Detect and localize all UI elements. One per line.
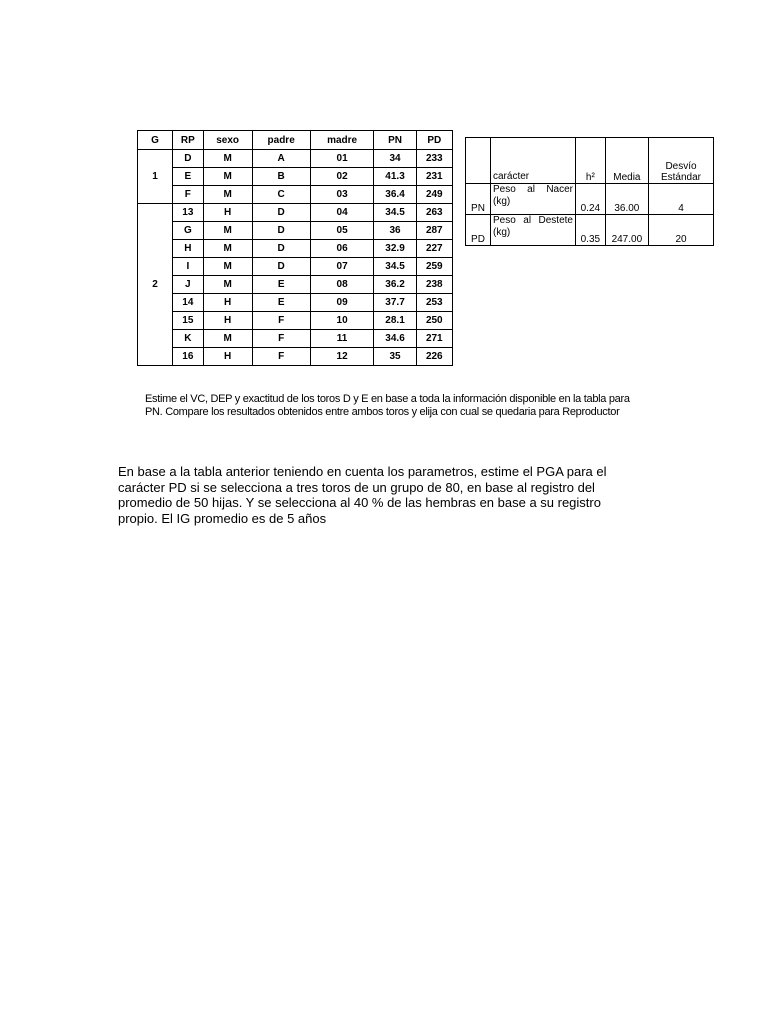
table-cell: 03 bbox=[310, 186, 374, 204]
table-cell: H bbox=[203, 204, 252, 222]
table-cell: E bbox=[252, 276, 310, 294]
param-header-desvio: Desvío Estándar bbox=[649, 138, 714, 184]
table-cell: 06 bbox=[310, 240, 374, 258]
data-header-cell: sexo bbox=[203, 131, 252, 150]
table-cell: 34.5 bbox=[374, 258, 416, 276]
question-2-text: En base a la tabla anterior teniendo en cuenta los parametros, estime el PGA para el carácter PD si se selecciona a tres toros de un grupo de 80, en base al registro del promedio de 50 hijas. Y se selecciona al 40 % de las hembras en base a su registro propio. El IG promedio es de 5 años bbox=[118, 464, 607, 526]
parameters-table bbox=[465, 137, 714, 246]
param-h2-cell: 0.35 bbox=[576, 215, 606, 246]
table-cell: I bbox=[173, 258, 204, 276]
table-cell: 36.4 bbox=[374, 186, 416, 204]
table-cell: 01 bbox=[310, 150, 374, 168]
table-cell: H bbox=[203, 294, 252, 312]
data-header-cell: PN bbox=[374, 131, 416, 150]
table-cell: M bbox=[203, 150, 252, 168]
param-media-cell: 247.00 bbox=[605, 215, 648, 246]
table-cell: F bbox=[173, 186, 204, 204]
table-cell: 16 bbox=[173, 348, 204, 366]
table-row bbox=[138, 168, 453, 186]
data-header-cell: padre bbox=[252, 131, 310, 150]
table-cell: 13 bbox=[173, 204, 204, 222]
table-cell: D bbox=[252, 258, 310, 276]
table-cell: 11 bbox=[310, 330, 374, 348]
table-row bbox=[138, 240, 453, 258]
table-cell: M bbox=[203, 186, 252, 204]
table-cell: H bbox=[203, 312, 252, 330]
table-cell: M bbox=[203, 240, 252, 258]
param-code-cell: PN bbox=[466, 184, 491, 215]
table-cell: E bbox=[173, 168, 204, 186]
data-table-body bbox=[138, 150, 453, 366]
param-header-code bbox=[466, 138, 491, 184]
group-cell: 1 bbox=[138, 150, 173, 204]
table-row bbox=[138, 186, 453, 204]
table-cell: F bbox=[252, 348, 310, 366]
table-cell: B bbox=[252, 168, 310, 186]
table-row bbox=[138, 294, 453, 312]
table-cell: 263 bbox=[416, 204, 452, 222]
question-1-text: Estime el VC, DEP y exactitud de los toros D y E en base a toda la información disponible en la tabla para PN. Compare los resultados obtenidos entre ambos toros y elija con cual se quedaria para Reproductor bbox=[145, 393, 630, 418]
param-code-cell: PD bbox=[466, 215, 491, 246]
table-cell: 226 bbox=[416, 348, 452, 366]
table-cell: 34.6 bbox=[374, 330, 416, 348]
table-row bbox=[138, 330, 453, 348]
table-cell: 233 bbox=[416, 150, 452, 168]
table-cell: 34 bbox=[374, 150, 416, 168]
table-cell: 37.7 bbox=[374, 294, 416, 312]
table-cell: E bbox=[252, 294, 310, 312]
table-cell: K bbox=[173, 330, 204, 348]
table-cell: 253 bbox=[416, 294, 452, 312]
table-cell: H bbox=[203, 348, 252, 366]
table-cell: D bbox=[252, 222, 310, 240]
table-cell: 04 bbox=[310, 204, 374, 222]
table-cell: 250 bbox=[416, 312, 452, 330]
table-row bbox=[138, 312, 453, 330]
data-header-cell: G bbox=[138, 131, 173, 150]
table-cell: 227 bbox=[416, 240, 452, 258]
param-table-header-row bbox=[466, 138, 714, 184]
table-cell: 32.9 bbox=[374, 240, 416, 258]
table-row bbox=[138, 348, 453, 366]
table-cell: 02 bbox=[310, 168, 374, 186]
data-header-cell: PD bbox=[416, 131, 452, 150]
param-header-caracter: carácter bbox=[491, 138, 576, 184]
table-cell: C bbox=[252, 186, 310, 204]
table-cell: M bbox=[203, 222, 252, 240]
param-header-media: Media bbox=[605, 138, 648, 184]
table-cell: 05 bbox=[310, 222, 374, 240]
table-cell: 08 bbox=[310, 276, 374, 294]
table-cell: 14 bbox=[173, 294, 204, 312]
table-cell: D bbox=[252, 240, 310, 258]
table-cell: 15 bbox=[173, 312, 204, 330]
table-cell: 35 bbox=[374, 348, 416, 366]
data-header-cell: madre bbox=[310, 131, 374, 150]
table-row bbox=[138, 222, 453, 240]
table-cell: J bbox=[173, 276, 204, 294]
data-header-cell: RP bbox=[173, 131, 204, 150]
table-cell: 36.2 bbox=[374, 276, 416, 294]
animal-data-table bbox=[137, 130, 453, 366]
param-h2-cell: 0.24 bbox=[576, 184, 606, 215]
table-cell: D bbox=[252, 204, 310, 222]
table-cell: M bbox=[203, 168, 252, 186]
table-row bbox=[138, 204, 453, 222]
table-cell: 28.1 bbox=[374, 312, 416, 330]
table-cell: 249 bbox=[416, 186, 452, 204]
param-media-cell: 36.00 bbox=[605, 184, 648, 215]
param-caracter-cell: Peso al Destete (kg) bbox=[491, 215, 576, 246]
param-header-h2: h² bbox=[576, 138, 606, 184]
table-cell: M bbox=[203, 276, 252, 294]
table-cell: M bbox=[203, 330, 252, 348]
table-cell: F bbox=[252, 312, 310, 330]
table-cell: 12 bbox=[310, 348, 374, 366]
table-cell: G bbox=[173, 222, 204, 240]
group-cell: 2 bbox=[138, 204, 173, 366]
table-cell: 271 bbox=[416, 330, 452, 348]
table-cell: 41.3 bbox=[374, 168, 416, 186]
table-cell: D bbox=[173, 150, 204, 168]
table-row bbox=[138, 258, 453, 276]
table-cell: 36 bbox=[374, 222, 416, 240]
table-row bbox=[138, 276, 453, 294]
param-row-pd bbox=[466, 215, 714, 246]
param-row-pn bbox=[466, 184, 714, 215]
table-cell: 287 bbox=[416, 222, 452, 240]
table-cell: 34.5 bbox=[374, 204, 416, 222]
table-cell: M bbox=[203, 258, 252, 276]
table-cell: H bbox=[173, 240, 204, 258]
table-row bbox=[138, 150, 453, 168]
table-cell: 09 bbox=[310, 294, 374, 312]
data-table-header-row bbox=[138, 131, 453, 150]
table-cell: A bbox=[252, 150, 310, 168]
param-desvio-cell: 4 bbox=[649, 184, 714, 215]
table-cell: 231 bbox=[416, 168, 452, 186]
table-cell: 238 bbox=[416, 276, 452, 294]
table-cell: 07 bbox=[310, 258, 374, 276]
param-desvio-cell: 20 bbox=[649, 215, 714, 246]
param-caracter-cell: Peso al Nacer (kg) bbox=[491, 184, 576, 215]
table-cell: 259 bbox=[416, 258, 452, 276]
table-cell: 10 bbox=[310, 312, 374, 330]
table-cell: F bbox=[252, 330, 310, 348]
